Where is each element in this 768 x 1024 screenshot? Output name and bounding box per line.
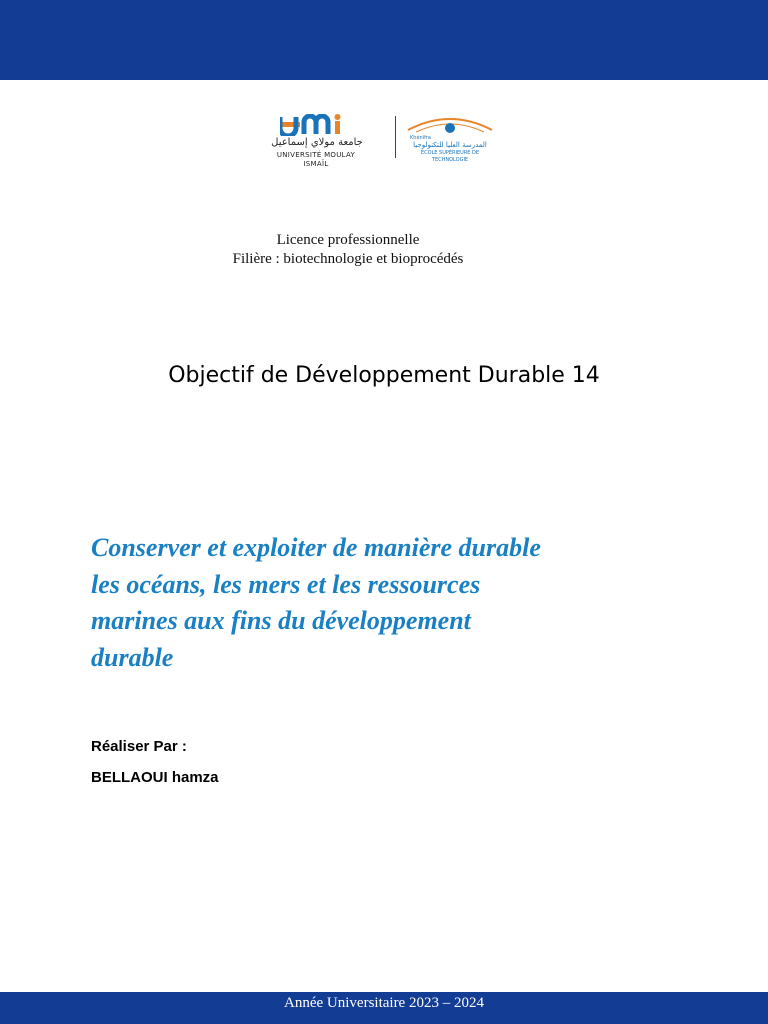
- umi-french-name: UNIVERSITÉ MOULAY ISMAÏL: [276, 151, 356, 168]
- subtitle-line: durable: [91, 642, 174, 672]
- program-info: [0, 231, 696, 269]
- subtitle: [91, 530, 731, 676]
- logo-divider: [395, 116, 396, 158]
- est-logo-icon: [402, 114, 498, 140]
- est-arabic-name: المدرسة العليا للتكنولوجيا: [413, 141, 487, 149]
- logo-block: [262, 112, 502, 168]
- header-band: [0, 0, 768, 80]
- page-title: Objectif de Développement Durable 14: [168, 363, 600, 388]
- program-line-2: Filière : biotechnologie et bioprocédés: [232, 251, 464, 267]
- svg-text:Khénifra: Khénifra: [410, 135, 431, 140]
- umi-logo-icon: [280, 114, 370, 136]
- umi-arabic-name: جامعة مولاي إسماعيل: [271, 137, 363, 148]
- footer-text: Année Universitaire 2023 – 2024: [284, 995, 484, 1011]
- program-line-1: Licence professionnelle: [276, 232, 420, 248]
- author-name: BELLAOUI hamza: [91, 769, 219, 786]
- est-french-name: ÉCOLE SUPÉRIEURE DE TECHNOLOGIE: [420, 150, 480, 163]
- subtitle-line: marines aux fins du développement: [91, 606, 471, 635]
- subtitle-line: les océans, les mers et les ressources: [91, 569, 481, 599]
- subtitle-line: Conserver et exploiter de manière durable: [91, 533, 541, 562]
- author-label: Réaliser Par :: [91, 738, 187, 755]
